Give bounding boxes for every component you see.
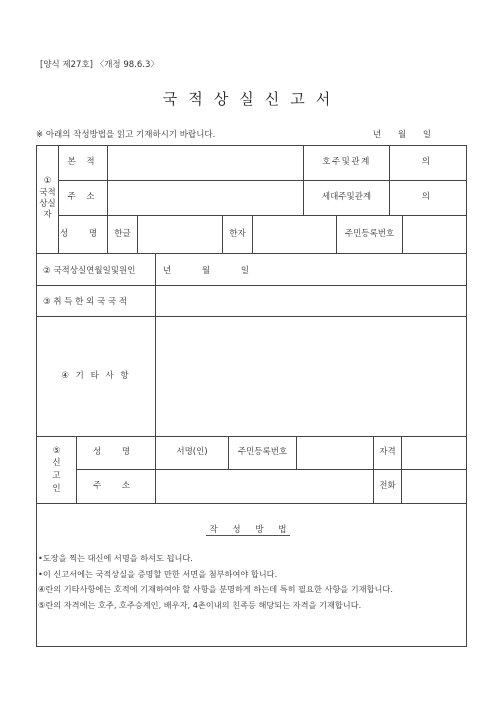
guide-list — [38, 551, 464, 613]
guide-item: •이 신고서에는 국적상실을 증명할 만한 서면을 첨부하여야 합니다. — [38, 568, 278, 579]
relation-suffix: 의 — [421, 192, 430, 203]
hanja-label: 한자 — [229, 228, 246, 239]
border-bottom — [36, 646, 467, 647]
name-label: 성 명 — [59, 228, 107, 239]
phone-field[interactable] — [402, 470, 466, 503]
loss-person-label: ① 국적 상실 자 — [39, 176, 56, 221]
reporter-label: ⑤ 신 고 인 — [52, 445, 61, 494]
page-title: 국적상실신고서 — [162, 90, 342, 108]
border-right — [466, 145, 467, 647]
loss-date-field[interactable]: 년 월 일 — [163, 266, 250, 276]
acquired-nationality-label: ③ 취 득 한 외 국 국 적 — [43, 297, 128, 307]
phone-label: 전화 — [379, 480, 396, 491]
address-field[interactable] — [108, 181, 303, 215]
guide-title-underline — [206, 535, 290, 536]
signature-field[interactable]: 서명(인) — [176, 447, 208, 458]
loss-date-reason-label: ② 국적상실연월일및원인 — [43, 266, 136, 276]
acquired-nationality-field[interactable] — [156, 286, 466, 316]
form-number: [양식 제27호] 〈개정 98.6.3〉 — [40, 60, 159, 70]
hangul-label: 한글 — [114, 228, 131, 239]
address-label: 주 소 — [67, 192, 99, 203]
hangul-name-field[interactable] — [138, 216, 222, 253]
guide-item: ④란의 기타사항에는 호적에 기재하여야 할 사항을 분명하게 하는데 특히 필요한 사항을 기재합니다. — [38, 584, 393, 594]
divider — [36, 253, 467, 254]
reporter-address-field[interactable] — [156, 470, 373, 503]
instruction-note: ※ 아래의 작성방법을 읽고 기재하시기 바랍니다. — [36, 130, 216, 140]
reporter-name-label: 성 명 — [92, 447, 140, 458]
report-date: 년 월 일 — [373, 130, 432, 140]
reporter-address-label: 주 소 — [92, 480, 140, 491]
divider — [36, 503, 467, 504]
divider — [296, 436, 297, 469]
resident-number-field[interactable] — [403, 216, 466, 253]
other-matters-label: ④ 기 타 사 항 — [61, 370, 131, 381]
hanja-name-field[interactable] — [253, 216, 336, 253]
qualification-label: 자격 — [379, 447, 396, 458]
relation-suffix: 의 — [421, 157, 430, 168]
guide-item: •도장을 찍는 대신에 서명을 하셔도 됩니다. — [38, 553, 193, 563]
domicile-field[interactable] — [108, 146, 303, 180]
household-relation-label: 세대주및관계 — [321, 192, 372, 203]
reporter-resident-number-label: 주민등록번호 — [237, 447, 288, 458]
domicile-label: 본 적 — [67, 157, 99, 168]
guide-title: 작 성 방 법 — [209, 525, 293, 535]
guide-item: ⑤란의 자격에는 호주, 호주승계인, 배우자, 4촌이내의 친족등 해당되는 자격을 기재합니다. — [38, 599, 362, 610]
resident-number-label: 주민등록번호 — [344, 228, 395, 239]
other-matters-field[interactable] — [156, 317, 466, 436]
head-relation-label: 호주및관계 — [322, 157, 371, 168]
